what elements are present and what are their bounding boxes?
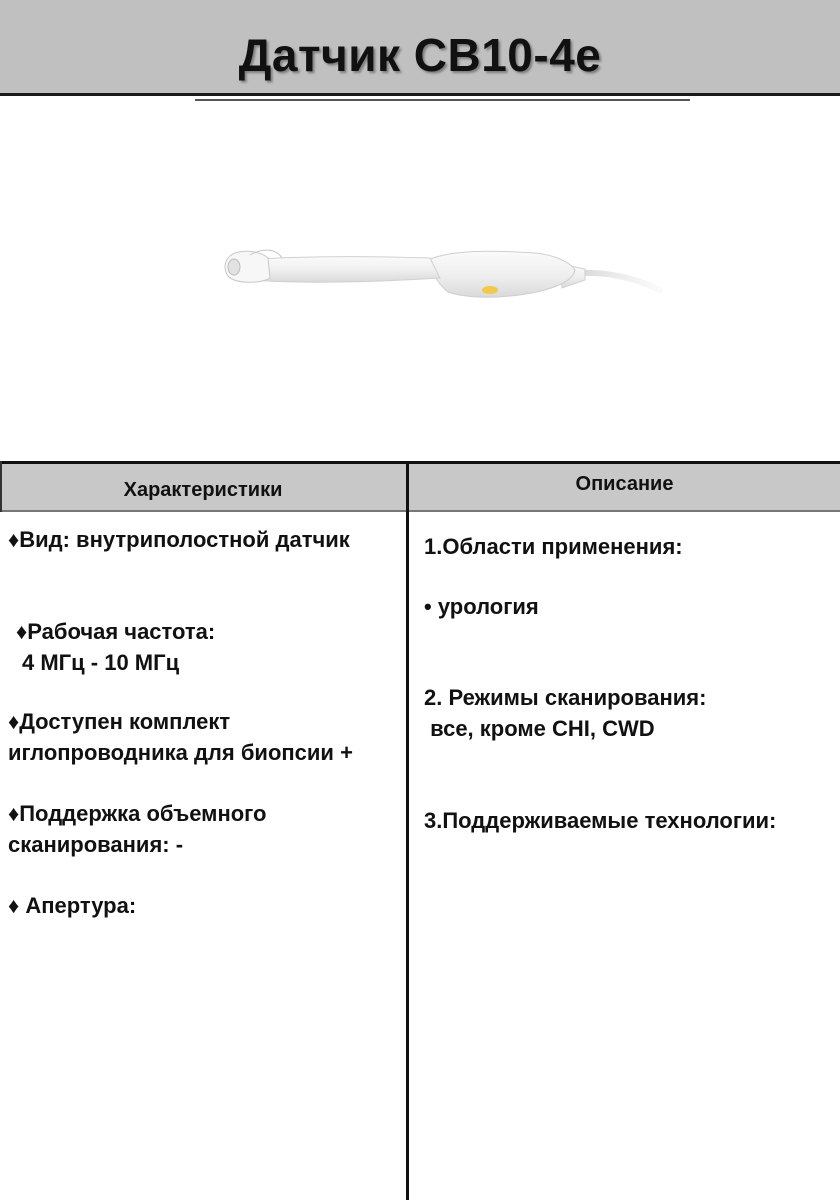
spec-volume-scan-line2: сканирования: - — [8, 832, 184, 857]
spec-biopsy-kit-line2: иглопроводника для биопсии + — [8, 740, 353, 765]
bullet-icon: ♦ — [8, 801, 20, 826]
desc-scan-modes-value: все, кроме CHI, CWD — [424, 716, 655, 741]
spec-volume-scan: ♦Поддержка объемного — [8, 801, 267, 826]
probe-handle — [428, 251, 575, 297]
probe-cable — [582, 273, 660, 290]
desc-scan-modes: 2. Режимы сканирования: — [424, 685, 707, 710]
probe-accent — [482, 286, 498, 294]
page-title: Датчик CB10-4e — [238, 29, 602, 81]
probe-shaft — [250, 257, 440, 282]
bullet-icon: ♦ — [8, 709, 20, 734]
spec-table — [0, 461, 840, 1200]
desc-application-urology: • урология — [424, 594, 539, 619]
spec-aperture: ♦ Апертура: — [8, 893, 137, 918]
desc-applications: 1.Области применения: — [424, 534, 683, 559]
header-characteristics: Характеристики — [123, 479, 283, 501]
spec-frequency-value: 4 МГц - 10 МГц — [22, 650, 180, 675]
desc-technologies: 3.Поддерживаемые технологии: — [424, 808, 777, 833]
bullet-icon: ♦ — [8, 527, 20, 552]
ultrasound-probe-icon — [190, 220, 690, 330]
ultrasound-probe-image — [190, 220, 690, 330]
bullet-icon: ♦ — [8, 893, 20, 918]
title-bar — [0, 0, 840, 96]
probe-tip-lens — [228, 259, 240, 275]
bullet-icon: ♦ — [16, 619, 28, 644]
title-underline — [195, 99, 690, 101]
spec-biopsy-kit: ♦Доступен комплект — [8, 709, 231, 734]
spec-type: ♦Вид: внутриполостной датчик — [8, 527, 350, 552]
header-description: Описание — [575, 473, 674, 495]
column-divider — [406, 461, 409, 1200]
spec-frequency: ♦Рабочая частота: — [16, 619, 216, 644]
